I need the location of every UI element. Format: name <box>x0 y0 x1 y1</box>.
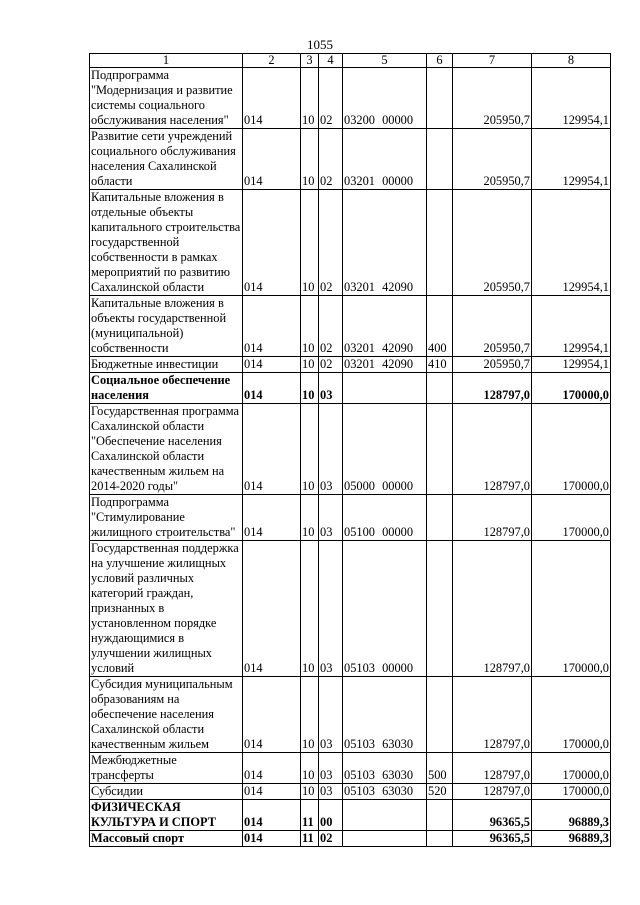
table-row <box>90 677 611 753</box>
table-row <box>90 296 611 357</box>
target-article-cell: 03201 00000 <box>343 129 427 190</box>
amount-year2-cell: 170000,0 <box>532 541 611 677</box>
column-header: 6 <box>427 54 453 68</box>
column-header: 7 <box>453 54 532 68</box>
ved-code-cell: 014 <box>243 831 301 847</box>
amount-year2-cell: 170000,0 <box>532 677 611 753</box>
row-name-cell: ФИЗИЧЕСКАЯ КУЛЬТУРА И СПОРТ <box>90 800 243 831</box>
row-name-cell: Капитальные вложения в отдельные объекты капитального строительства государственной собственности в рамках мероприятий по развитию Сахалинской области <box>90 190 243 296</box>
amount-year2-cell: 170000,0 <box>532 495 611 541</box>
row-name-cell: Субсидии <box>90 784 243 800</box>
target-article-cell: 03200 00000 <box>343 68 427 129</box>
budget-table <box>89 53 611 847</box>
subsection-code-cell: 02 <box>319 190 343 296</box>
expense-type-cell <box>427 831 453 847</box>
table-row <box>90 190 611 296</box>
table-row <box>90 541 611 677</box>
target-article-cell: 03201 42090 <box>343 357 427 373</box>
table-row <box>90 68 611 129</box>
column-header: 3 <box>301 54 319 68</box>
expense-type-cell: 410 <box>427 357 453 373</box>
expense-type-cell <box>427 373 453 404</box>
ved-code-cell: 014 <box>243 68 301 129</box>
column-header: 1 <box>90 54 243 68</box>
table-row <box>90 495 611 541</box>
section-code-cell: 11 <box>301 800 319 831</box>
header-row <box>90 54 611 68</box>
expense-type-cell: 520 <box>427 784 453 800</box>
amount-year1-cell: 96365,5 <box>453 831 532 847</box>
ved-code-cell: 014 <box>243 190 301 296</box>
table-row <box>90 404 611 495</box>
amount-year1-cell: 128797,0 <box>453 404 532 495</box>
ved-code-cell: 014 <box>243 677 301 753</box>
target-article-cell: 05103 63030 <box>343 784 427 800</box>
amount-year1-cell: 205950,7 <box>453 296 532 357</box>
table-row <box>90 753 611 784</box>
subsection-code-cell: 00 <box>319 800 343 831</box>
subsection-code-cell: 03 <box>319 373 343 404</box>
section-code-cell: 10 <box>301 784 319 800</box>
amount-year1-cell: 96365,5 <box>453 800 532 831</box>
target-article-cell: 05103 63030 <box>343 753 427 784</box>
target-article-cell: 03201 42090 <box>343 296 427 357</box>
section-code-cell: 11 <box>301 831 319 847</box>
ved-code-cell: 014 <box>243 753 301 784</box>
amount-year1-cell: 128797,0 <box>453 753 532 784</box>
section-code-cell: 10 <box>301 190 319 296</box>
amount-year2-cell: 129954,1 <box>532 68 611 129</box>
target-article-cell: 03201 42090 <box>343 190 427 296</box>
row-name-cell: Капитальные вложения в объекты государственной (муниципальной) собственности <box>90 296 243 357</box>
ved-code-cell: 014 <box>243 784 301 800</box>
amount-year2-cell: 129954,1 <box>532 296 611 357</box>
expense-type-cell <box>427 677 453 753</box>
row-name-cell: Подпрограмма "Модернизация и развитие системы социального обслуживания населения" <box>90 68 243 129</box>
column-header: 8 <box>532 54 611 68</box>
target-article-cell <box>343 831 427 847</box>
subsection-code-cell: 02 <box>319 831 343 847</box>
amount-year1-cell: 128797,0 <box>453 784 532 800</box>
target-article-cell: 05103 63030 <box>343 677 427 753</box>
section-code-cell: 10 <box>301 495 319 541</box>
amount-year1-cell: 128797,0 <box>453 541 532 677</box>
subsection-code-cell: 02 <box>319 296 343 357</box>
table-row <box>90 373 611 404</box>
section-code-cell: 10 <box>301 677 319 753</box>
amount-year1-cell: 128797,0 <box>453 495 532 541</box>
amount-year1-cell: 205950,7 <box>453 357 532 373</box>
section-code-cell: 10 <box>301 129 319 190</box>
amount-year2-cell: 96889,3 <box>532 831 611 847</box>
section-code-cell: 10 <box>301 357 319 373</box>
amount-year2-cell: 170000,0 <box>532 784 611 800</box>
table-row <box>90 784 611 800</box>
target-article-cell <box>343 800 427 831</box>
column-header: 2 <box>243 54 301 68</box>
expense-type-cell: 400 <box>427 296 453 357</box>
row-name-cell: Развитие сети учреждений социального обслуживания населения Сахалинской области <box>90 129 243 190</box>
amount-year1-cell: 128797,0 <box>453 373 532 404</box>
amount-year2-cell: 170000,0 <box>532 753 611 784</box>
amount-year1-cell: 205950,7 <box>453 68 532 129</box>
amount-year1-cell: 205950,7 <box>453 190 532 296</box>
subsection-code-cell: 02 <box>319 357 343 373</box>
expense-type-cell <box>427 800 453 831</box>
table-row <box>90 357 611 373</box>
expense-type-cell <box>427 541 453 677</box>
subsection-code-cell: 03 <box>319 541 343 677</box>
section-code-cell: 10 <box>301 373 319 404</box>
ved-code-cell: 014 <box>243 404 301 495</box>
amount-year1-cell: 205950,7 <box>453 129 532 190</box>
amount-year2-cell: 129954,1 <box>532 190 611 296</box>
section-code-cell: 10 <box>301 68 319 129</box>
amount-year2-cell: 170000,0 <box>532 373 611 404</box>
target-article-cell <box>343 373 427 404</box>
section-code-cell: 10 <box>301 541 319 677</box>
section-code-cell: 10 <box>301 404 319 495</box>
ved-code-cell: 014 <box>243 541 301 677</box>
expense-type-cell <box>427 404 453 495</box>
subsection-code-cell: 03 <box>319 677 343 753</box>
target-article-cell: 05100 00000 <box>343 495 427 541</box>
row-name-cell: Социальное обеспечение населения <box>90 373 243 404</box>
ved-code-cell: 014 <box>243 296 301 357</box>
row-name-cell: Массовый спорт <box>90 831 243 847</box>
ved-code-cell: 014 <box>243 495 301 541</box>
row-name-cell: Субсидия муниципальным образованиям на обеспечение населения Сахалинской области качественным жильем <box>90 677 243 753</box>
ved-code-cell: 014 <box>243 129 301 190</box>
subsection-code-cell: 03 <box>319 404 343 495</box>
row-name-cell: Государственная программа Сахалинской области "Обеспечение населения Сахалинской области качественным жильем на 2014-2020 годы" <box>90 404 243 495</box>
row-name-cell: Бюджетные инвестиции <box>90 357 243 373</box>
amount-year2-cell: 129954,1 <box>532 357 611 373</box>
expense-type-cell <box>427 68 453 129</box>
amount-year2-cell: 96889,3 <box>532 800 611 831</box>
expense-type-cell: 500 <box>427 753 453 784</box>
expense-type-cell <box>427 495 453 541</box>
subsection-code-cell: 03 <box>319 495 343 541</box>
column-header: 5 <box>343 54 427 68</box>
row-name-cell: Межбюджетные трансферты <box>90 753 243 784</box>
section-code-cell: 10 <box>301 296 319 357</box>
ved-code-cell: 014 <box>243 357 301 373</box>
page-number: 1055 <box>307 37 333 52</box>
section-code-cell: 10 <box>301 753 319 784</box>
subsection-code-cell: 02 <box>319 68 343 129</box>
target-article-cell: 05000 00000 <box>343 404 427 495</box>
subsection-code-cell: 03 <box>319 753 343 784</box>
table-row <box>90 129 611 190</box>
row-name-cell: Государственная поддержка на улучшение жилищных условий различных категорий граждан, признанных в установленном порядке нуждающимися в улучшении жилищных условий <box>90 541 243 677</box>
subsection-code-cell: 03 <box>319 784 343 800</box>
amount-year1-cell: 128797,0 <box>453 677 532 753</box>
ved-code-cell: 014 <box>243 373 301 404</box>
amount-year2-cell: 129954,1 <box>532 129 611 190</box>
expense-type-cell <box>427 190 453 296</box>
table-row <box>90 831 611 847</box>
row-name-cell: Подпрограмма "Стимулирование жилищного строительства" <box>90 495 243 541</box>
amount-year2-cell: 170000,0 <box>532 404 611 495</box>
column-header: 4 <box>319 54 343 68</box>
ved-code-cell: 014 <box>243 800 301 831</box>
target-article-cell: 05103 00000 <box>343 541 427 677</box>
subsection-code-cell: 02 <box>319 129 343 190</box>
expense-type-cell <box>427 129 453 190</box>
table-row <box>90 800 611 831</box>
